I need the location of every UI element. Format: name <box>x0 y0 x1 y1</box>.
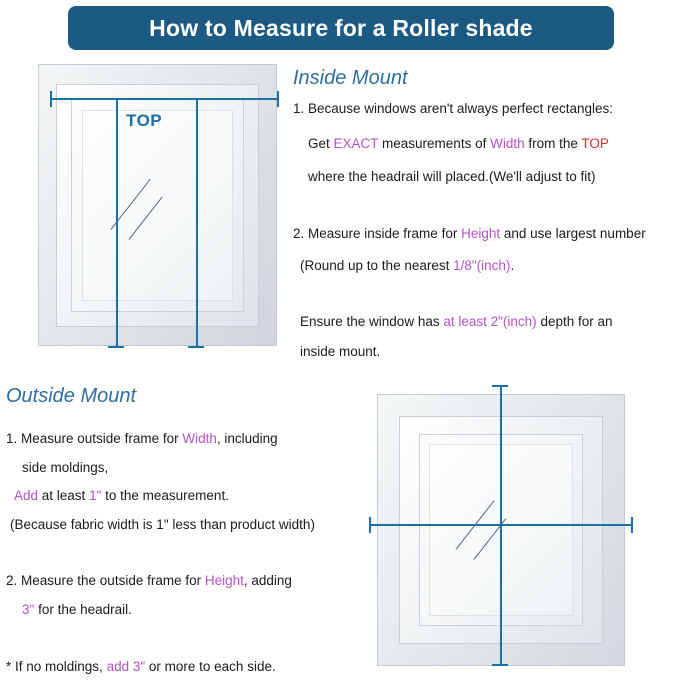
page-title-banner <box>68 6 614 50</box>
width-measure-line-outside <box>369 524 633 526</box>
width-measure-cap-left-outside <box>369 517 371 533</box>
inside-mount-line-7 <box>300 343 380 360</box>
text-span: where the headrail will placed.(We'll adjust to fit) <box>308 169 596 184</box>
inside-mount-window-illustration <box>38 64 277 346</box>
page-title: How to Measure for a Roller shade <box>149 14 533 41</box>
text-span: side moldings, <box>22 460 109 475</box>
outside-mount-heading: Outside Mount <box>6 385 137 407</box>
width-measure-cap-right-inside <box>277 91 279 107</box>
window-glass <box>82 110 233 301</box>
text-span: 1. Because windows aren't always perfect rectangles: <box>293 101 613 116</box>
outside-mount-line-4 <box>10 516 315 533</box>
inside-mount-line-4 <box>293 225 646 242</box>
text-span: measurements of <box>378 136 491 151</box>
inside-mount-line-6 <box>300 313 613 330</box>
keyword-two-inch-depth: at least 2"(inch) <box>443 314 537 329</box>
text-span: at least <box>38 488 90 503</box>
keyword-eighth-inch: 1/8"(inch) <box>453 258 511 273</box>
text-span: to the measurement. <box>101 488 229 503</box>
text-span: (Because fabric width is 1" less than product width) <box>10 517 315 532</box>
inside-mount-heading: Inside Mount <box>293 67 408 89</box>
height-measure-cap-bottom-outside <box>492 664 508 666</box>
keyword-top: TOP <box>581 136 609 151</box>
height-measure-cap-bottom-right-inside <box>188 346 204 348</box>
width-measure-cap-left-inside <box>50 91 52 107</box>
text-span: or more to each side. <box>145 659 276 674</box>
text-span: from the <box>524 136 582 151</box>
outside-mount-line-3 <box>14 487 229 504</box>
outside-mount-line-2 <box>22 459 108 476</box>
keyword-three-inch: 3" <box>22 602 35 617</box>
text-span: inside mount. <box>300 344 381 359</box>
height-measure-line-left-inside <box>116 98 118 348</box>
section-divider <box>0 371 679 372</box>
text-span: 1. Measure outside frame for <box>6 431 183 446</box>
text-span: . <box>510 258 515 273</box>
text-span: (Round up to the nearest <box>300 258 454 273</box>
outside-mount-window-illustration <box>377 394 625 666</box>
height-measure-cap-top-outside <box>492 385 508 387</box>
width-measure-cap-right-outside <box>631 517 633 533</box>
keyword-height: Height <box>204 573 244 588</box>
inside-mount-line-5 <box>300 257 514 274</box>
width-measure-line-inside <box>50 98 279 100</box>
keyword-one-inch: 1" <box>89 488 102 503</box>
height-measure-cap-bottom-left-inside <box>108 346 124 348</box>
keyword-exact: EXACT <box>333 136 379 151</box>
outside-mount-line-1 <box>6 430 278 447</box>
text-span: Ensure the window has <box>300 314 444 329</box>
keyword-width: Width <box>182 431 217 446</box>
keyword-height: Height <box>461 226 501 241</box>
inside-mount-line-3 <box>308 168 595 185</box>
text-span: Get <box>308 136 334 151</box>
keyword-add-three-inch: add 3" <box>106 659 146 674</box>
text-span: , including <box>216 431 278 446</box>
text-span: and use largest number <box>500 226 646 241</box>
keyword-width: Width <box>490 136 525 151</box>
text-span: 2. Measure the outside frame for <box>6 573 205 588</box>
inside-mount-line-1 <box>293 100 613 117</box>
text-span: for the headrail. <box>34 602 132 617</box>
glass-reflection-streak-2 <box>128 197 162 240</box>
text-span: , adding <box>243 573 292 588</box>
text-span: depth for an <box>536 314 613 329</box>
text-span: 2. Measure inside frame for <box>293 226 462 241</box>
height-measure-line-right-inside <box>196 98 198 348</box>
keyword-add: Add <box>14 488 39 503</box>
outside-mount-line-6 <box>22 601 132 618</box>
text-span: * If no moldings, <box>6 659 107 674</box>
outside-mount-note <box>6 658 276 675</box>
inside-mount-line-2 <box>308 135 609 152</box>
outside-mount-line-5 <box>6 572 292 589</box>
top-label: TOP <box>126 111 163 130</box>
